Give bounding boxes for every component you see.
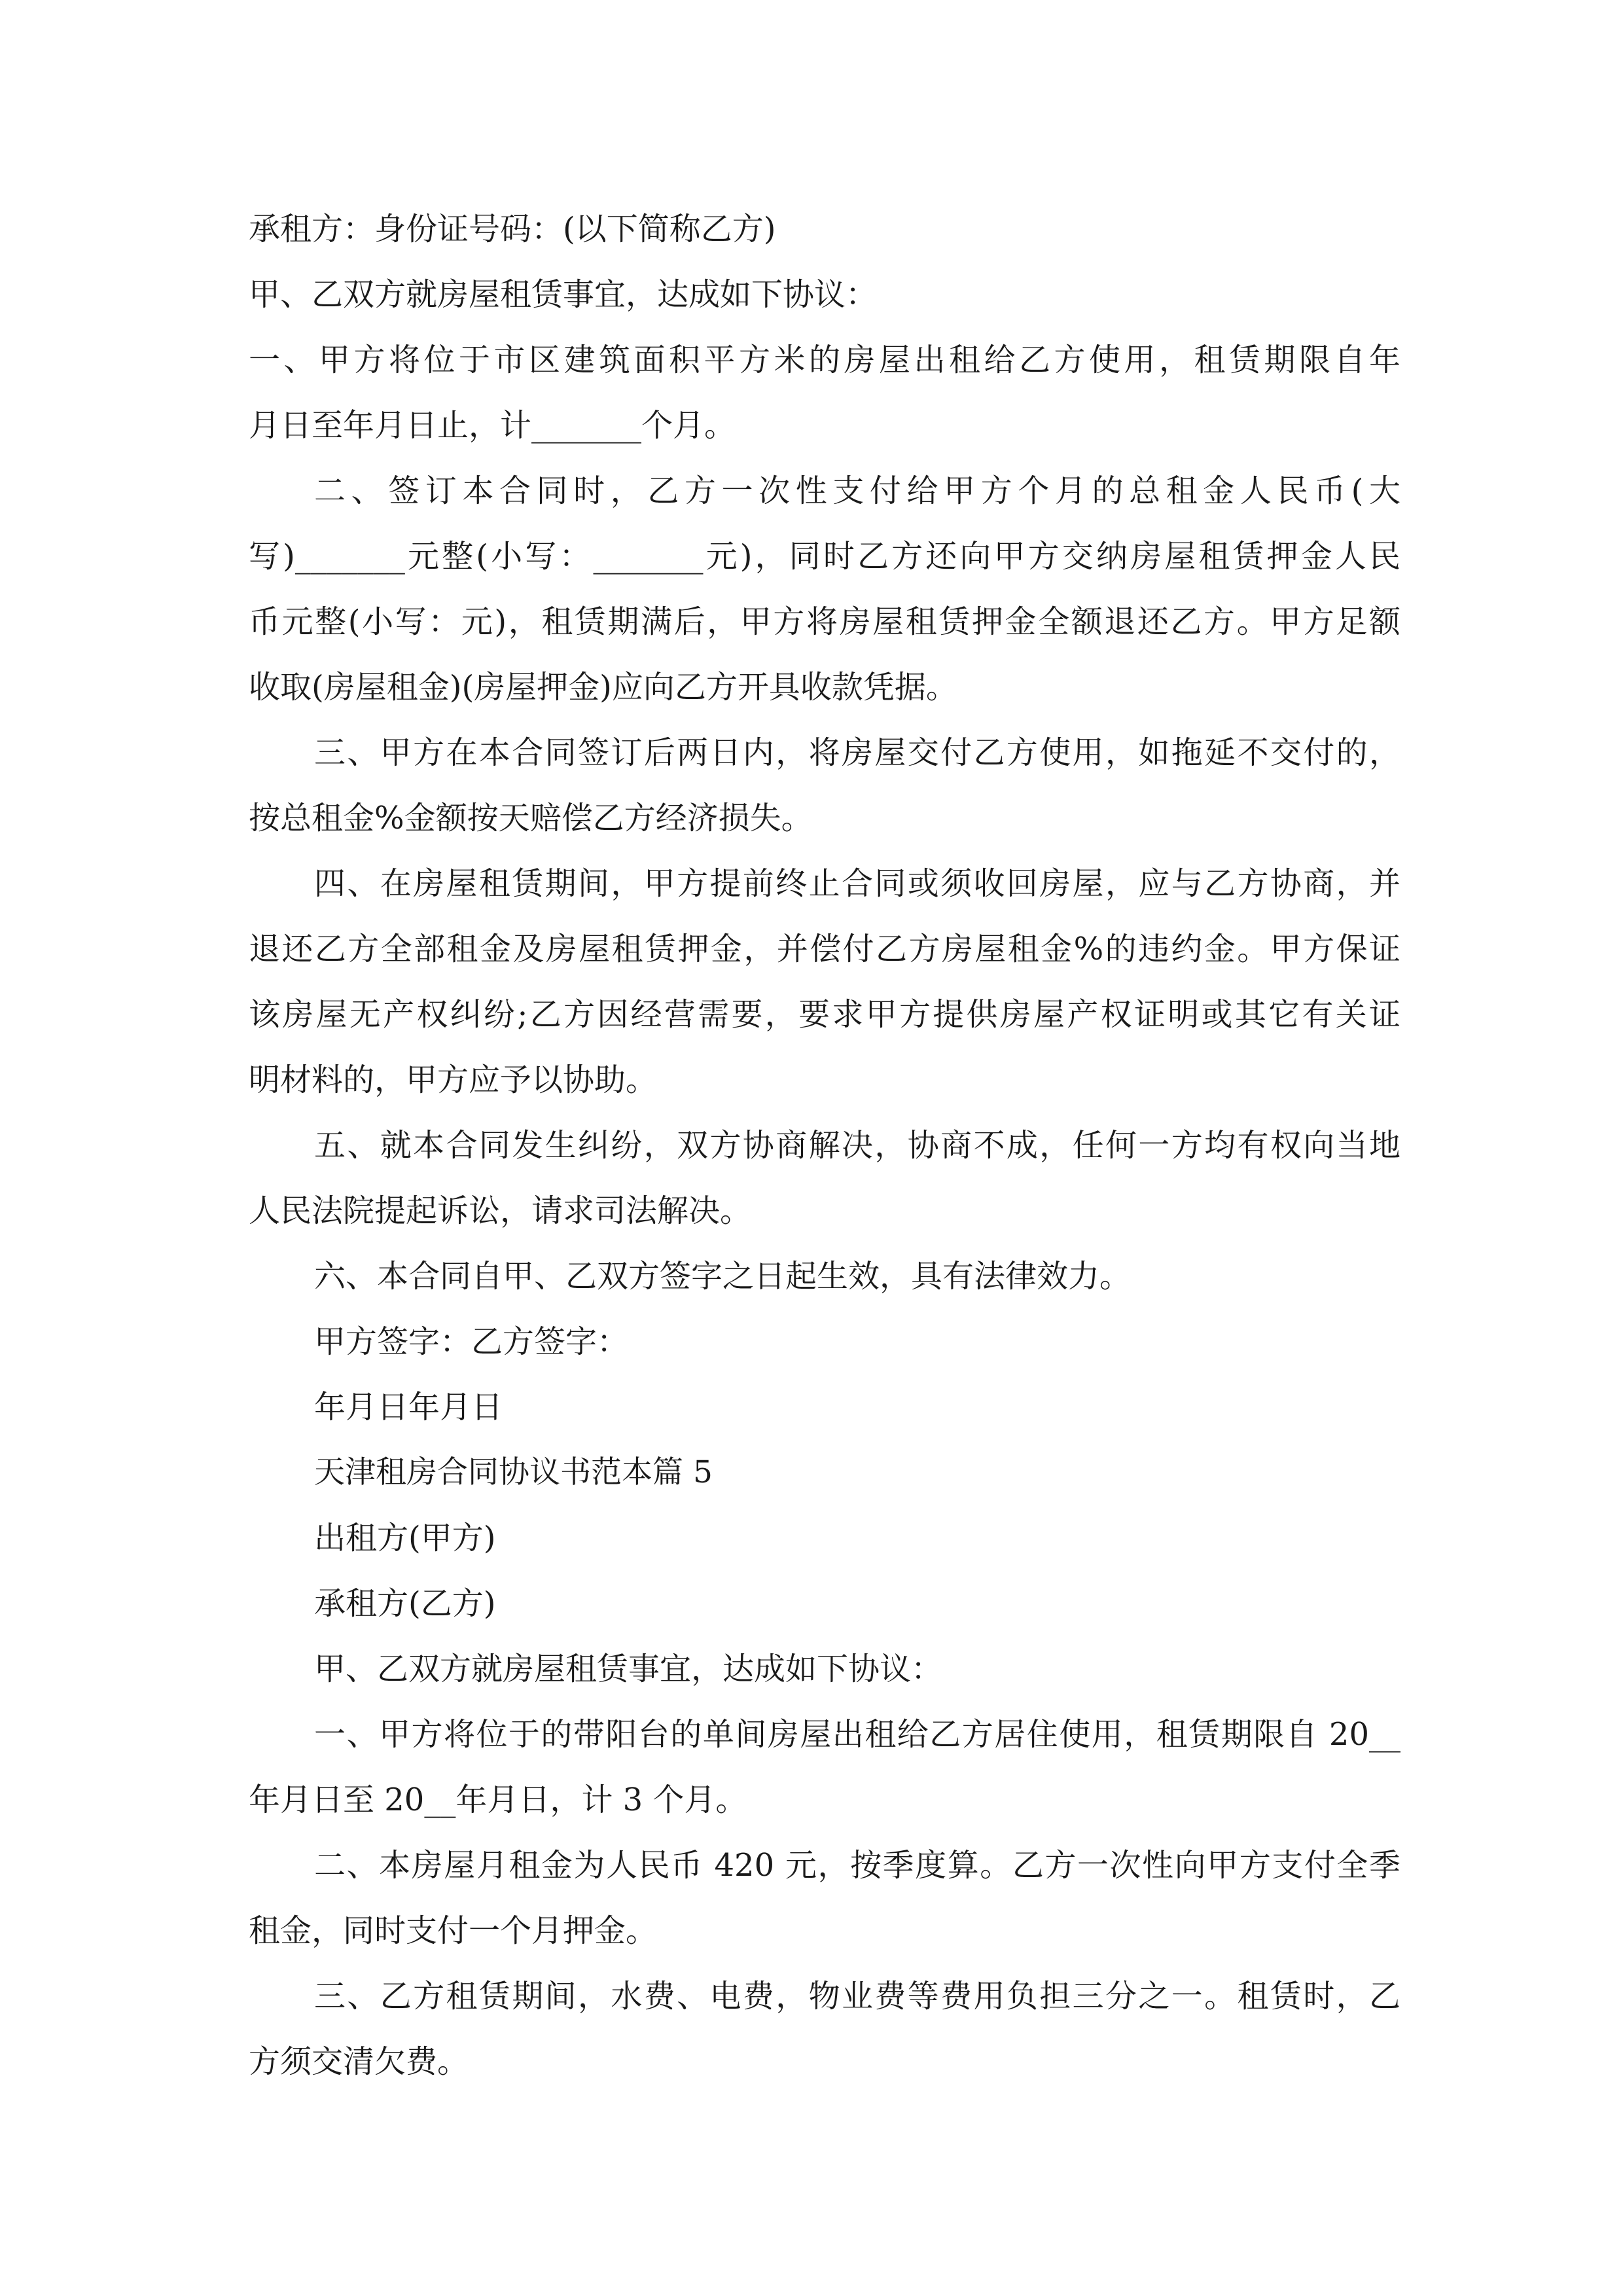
section-heading: 天津租房合同协议书范本篇 5 bbox=[314, 1454, 713, 1490]
clause-b3-line-2: 方须交清欠费。 bbox=[249, 2043, 469, 2080]
lessor-line: 出租方(甲方) bbox=[314, 1520, 496, 1556]
lessee-line: 承租方(乙方) bbox=[314, 1585, 496, 1622]
clause-1-line-2: 月日至年月日止，计_______个月。 bbox=[249, 407, 736, 444]
agreement-intro: 甲、乙双方就房屋租赁事宜，达成如下协议： bbox=[249, 276, 878, 313]
clause-3-line-1: 三、甲方在本合同签订后两日内，将房屋交付乙方使用，如拖延不交付的， bbox=[314, 734, 1400, 771]
clause-2-line-4: 收取(房屋租金)(房屋押金)应向乙方开具收款凭据。 bbox=[249, 669, 957, 706]
clause-1-line-1: 一、甲方将位于市区建筑面积平方米的房屋出租给乙方使用，租赁期限自年 bbox=[249, 342, 1400, 378]
clause-b2-line-1: 二、本房屋月租金为人民币 420 元，按季度算。乙方一次性向甲方支付全季 bbox=[314, 1847, 1400, 1884]
clause-4-line-2: 退还乙方全部租金及房屋租赁押金，并偿付乙方房屋租金%的违约金。甲方保证 bbox=[249, 931, 1400, 967]
clause-3-line-2: 按总租金%金额按天赔偿乙方经济损失。 bbox=[249, 800, 813, 836]
clause-2-line-1: 二、签订本合同时，乙方一次性支付给甲方个月的总租金人民币(大 bbox=[314, 473, 1400, 509]
clause-b1-line-1: 一、甲方将位于的带阳台的单间房屋出租给乙方居住使用，租赁期限自 20__ bbox=[314, 1716, 1400, 1753]
clause-6-line: 六、本合同自甲、乙双方签字之日起生效，具有法律效力。 bbox=[314, 1258, 1132, 1295]
clause-b3-line-1: 三、乙方租赁期间，水费、电费，物业费等费用负担三分之一。租赁时，乙 bbox=[314, 1978, 1400, 2015]
clause-b1-line-2: 年月日至 20__年月日，计 3 个月。 bbox=[249, 1782, 747, 1818]
clause-4-line-3: 该房屋无产权纠纷;乙方因经营需要，要求甲方提供房屋产权证明或其它有关证 bbox=[249, 996, 1400, 1033]
signature-line: 甲方签字：乙方签字： bbox=[314, 1323, 629, 1360]
agreement-intro-2: 甲、乙双方就房屋租赁事宜，达成如下协议： bbox=[314, 1651, 943, 1687]
lessee-id-line: 承租方：身份证号码：(以下简称乙方) bbox=[249, 211, 776, 247]
clause-b2-line-2: 租金，同时支付一个月押金。 bbox=[249, 1912, 658, 1949]
clause-4-line-4: 明材料的，甲方应予以协助。 bbox=[249, 1062, 658, 1098]
clause-5-line-2: 人民法院提起诉讼，请求司法解决。 bbox=[249, 1193, 752, 1229]
clause-2-line-3: 币元整(小写：元)，租赁期满后，甲方将房屋租赁押金全额退还乙方。甲方足额 bbox=[249, 603, 1400, 640]
clause-2-line-2: 写)_______元整(小写：_______元)，同时乙方还向甲方交纳房屋租赁押金人民 bbox=[249, 538, 1400, 575]
clause-5-line-1: 五、就本合同发生纠纷，双方协商解决，协商不成，任何一方均有权向当地 bbox=[314, 1127, 1400, 1164]
clause-4-line-1: 四、在房屋租赁期间，甲方提前终止合同或须收回房屋，应与乙方协商，并 bbox=[314, 865, 1400, 902]
signature-date-line: 年月日年月日 bbox=[314, 1389, 503, 1426]
